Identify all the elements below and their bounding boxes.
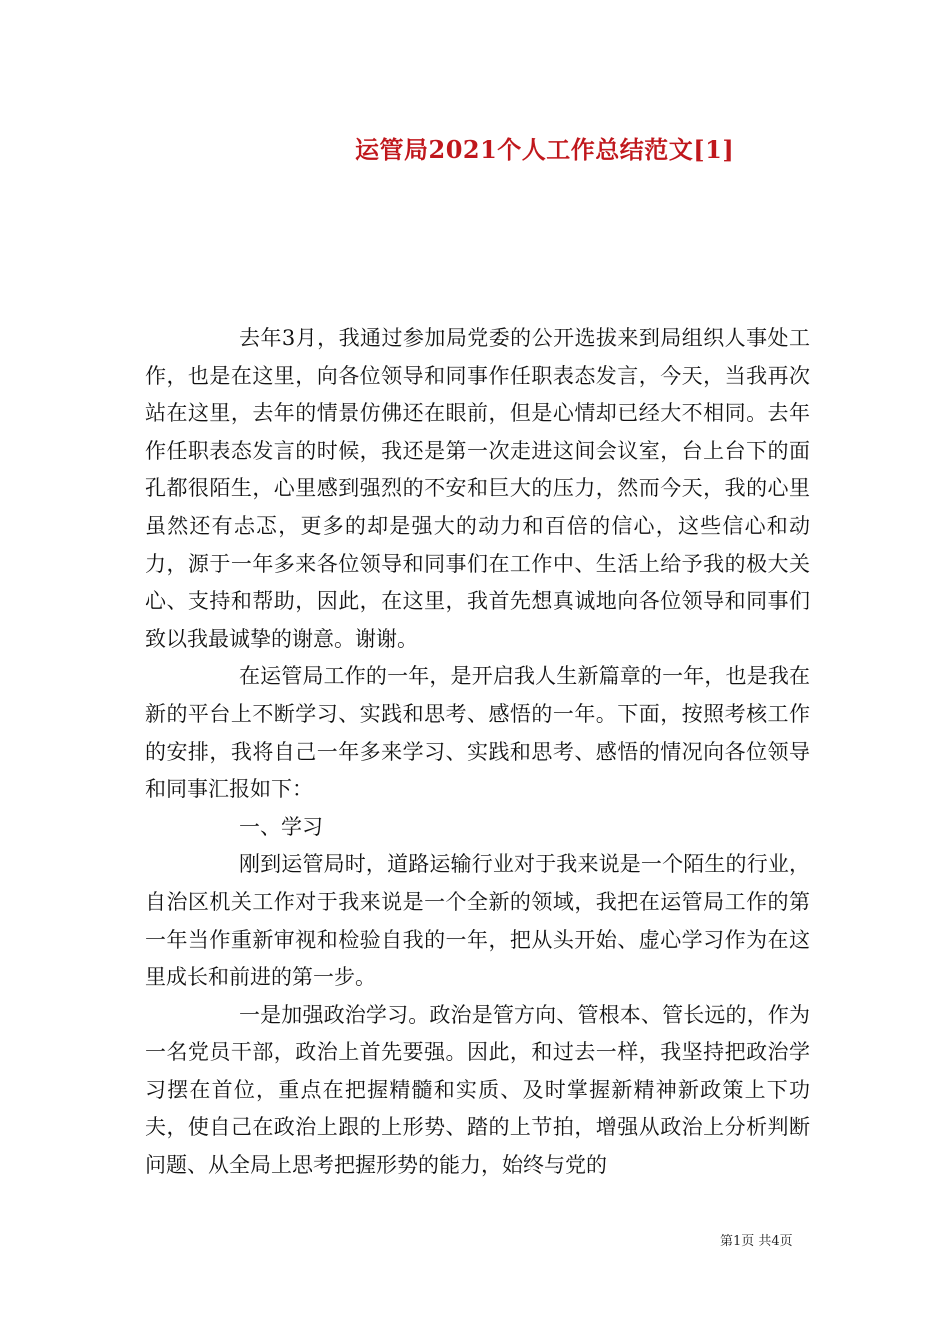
paragraph-overview: 在运管局工作的一年，是开启我人生新篇章的一年，也是我在新的平台上不断学习、实践和思考、感悟的一年。下面，按照考核工作的安排，我将自己一年多来学习、实践和思考、感悟的情况向各位领导和同事汇报如下：	[145, 664, 810, 802]
document-body	[145, 320, 810, 1185]
document-title: 运管局2021个人工作总结范文[1]	[355, 135, 735, 164]
section-heading-study: 一、学习	[239, 814, 323, 839]
paragraph-study-intro: 刚到运管局时，道路运输行业对于我来说是一个陌生的行业，自治区机关工作对于我来说是一个全新的领域，我把在运管局工作的第一年当作重新审视和检验自我的一年，把从头开始、虚心学习作为在这里成长和前进的第一步。	[145, 852, 810, 990]
page-footer: 第1页 共4页	[720, 1234, 793, 1249]
paragraph-intro: 去年3月，我通过参加局党委的公开选拔来到局组织人事处工作，也是在这里，向各位领导和同事作任职表态发言，今天，当我再次站在这里，去年的情景仿佛还在眼前，但是心情却已经大不相同。去年作任职表态发言的时候，我还是第一次走进这间会议室，台上台下的面孔都很陌生，心里感到强烈的不安和巨大的压力，然而今天，我的心里虽然还有忐忑，更多的却是强大的动力和百倍的信心，这些信心和动力，源于一年多来各位领导和同事们在工作中、生活上给予我的极大关心、支持和帮助，因此，在这里，我首先想真诚地向各位领导和同事们致以我最诚挚的谢意。谢谢。	[145, 326, 810, 651]
paragraph-political-study: 一是加强政治学习。政治是管方向、管根本、管长远的，作为一名党员干部，政治上首先要强。因此，和过去一样，我坚持把政治学习摆在首位，重点在把握精髓和实质、及时掌握新精神新政策上下功夫，使自己在政治上跟的上形势、踏的上节拍，增强从政治上分析判断问题、从全局上思考把握形势的能力，始终与党的	[145, 1002, 810, 1178]
